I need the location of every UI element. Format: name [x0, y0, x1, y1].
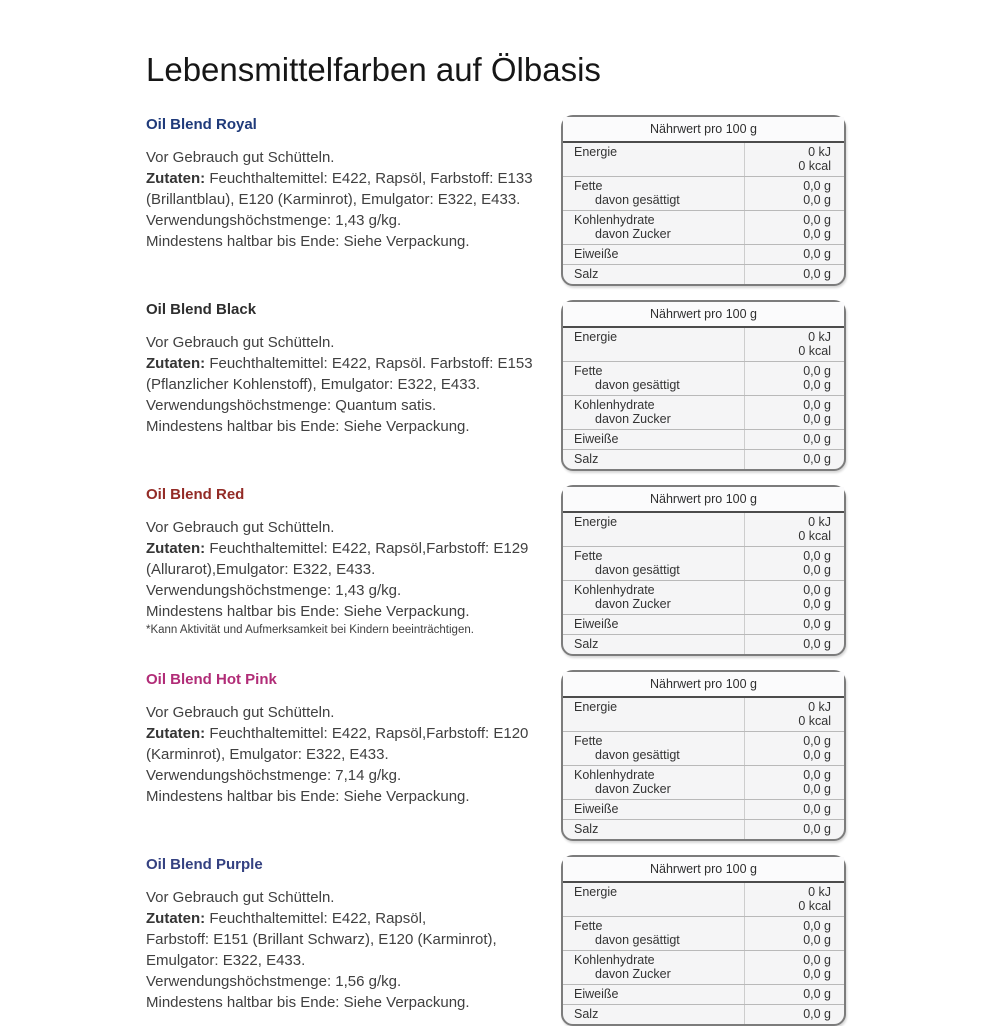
table-row [563, 430, 844, 450]
product-section-royal [146, 115, 845, 286]
product-description [146, 485, 561, 638]
product-description [146, 115, 561, 252]
row-sublabel: davon Zucker [595, 412, 671, 427]
row-value: 0,0 g [803, 967, 831, 982]
row-label-cell [563, 732, 745, 765]
row-value-cell [745, 635, 844, 654]
row-label-cell [563, 615, 745, 634]
table-row [563, 1005, 844, 1024]
product-heading-royal: Oil Blend Royal [146, 116, 257, 134]
row-label: Eiweiße [574, 617, 619, 632]
row-value-cell [745, 732, 844, 765]
row-value-cell [745, 581, 844, 614]
row-label-cell [563, 1005, 745, 1024]
nutrition-table [561, 115, 846, 286]
row-label: Salz [574, 267, 599, 282]
row-value-cell [745, 615, 844, 634]
row-label: Energie [574, 885, 618, 900]
row-value: 0 kcal [798, 714, 831, 729]
row-label: Salz [574, 1007, 599, 1022]
row-value: 0 kJ [808, 885, 831, 900]
product-heading-hot-pink: Oil Blend Hot Pink [146, 671, 277, 689]
row-value-cell [745, 362, 844, 395]
table-row [563, 951, 844, 985]
row-value: 0,0 g [803, 227, 831, 242]
row-value-cell [745, 450, 844, 469]
row-label: Energie [574, 330, 618, 345]
row-value: 0 kcal [798, 529, 831, 544]
row-value-cell [745, 513, 844, 546]
nutrition-table-slot [561, 855, 846, 1026]
row-value: 0,0 g [803, 734, 831, 749]
text-line: Verwendungshöchstmenge: 7,14 g/kg. [146, 767, 402, 785]
product-description [146, 855, 561, 1013]
row-label-cell [563, 513, 745, 546]
row-label-cell [563, 820, 745, 839]
row-label: Energie [574, 700, 618, 715]
row-sublabel: davon Zucker [595, 227, 671, 242]
row-value: 0 kJ [808, 145, 831, 160]
row-sublabel: davon gesättigt [595, 933, 680, 948]
row-label: Fette [574, 179, 603, 194]
table-row [563, 245, 844, 265]
row-label-cell [563, 547, 745, 580]
table-row [563, 766, 844, 800]
row-label-cell [563, 800, 745, 819]
row-label-cell [563, 766, 745, 799]
row-value-cell [745, 951, 844, 984]
row-label: Kohlenhydrate [574, 398, 655, 413]
text-line: Vor Gebrauch gut Schütteln. [146, 519, 335, 537]
row-label: Salz [574, 637, 599, 652]
table-row [563, 820, 844, 839]
row-value-cell [745, 698, 844, 731]
row-label: Fette [574, 734, 603, 749]
nutrition-table [561, 485, 846, 656]
row-sublabel: davon Zucker [595, 967, 671, 982]
product-section-purple [146, 855, 845, 1026]
row-label-cell [563, 265, 745, 284]
table-row [563, 362, 844, 396]
nutrition-table-body [563, 883, 844, 1024]
text-line: Vor Gebrauch gut Schütteln. [146, 704, 335, 722]
row-value: 0,0 g [803, 364, 831, 379]
row-sublabel: davon gesättigt [595, 193, 680, 208]
row-value: 0 kJ [808, 515, 831, 530]
row-value: 0,0 g [803, 822, 831, 837]
product-description [146, 300, 561, 437]
text-line: Verwendungshöchstmenge: Quantum satis. [146, 397, 437, 415]
row-sublabel: davon Zucker [595, 597, 671, 612]
row-label: Salz [574, 822, 599, 837]
row-label-cell [563, 211, 745, 244]
row-value-cell [745, 430, 844, 449]
nutrition-table-header: Nährwert pro 100 g [563, 857, 844, 883]
text-line: Verwendungshöchstmenge: 1,43 g/kg. [146, 212, 402, 230]
row-value: 0,0 g [803, 193, 831, 208]
nutrition-table [561, 300, 846, 471]
nutrition-table-header: Nährwert pro 100 g [563, 117, 844, 143]
table-row [563, 211, 844, 245]
row-value: 0,0 g [803, 802, 831, 817]
table-row [563, 635, 844, 654]
row-value-cell [745, 211, 844, 244]
row-value: 0,0 g [803, 637, 831, 652]
warning-footnote: *Kann Aktivität und Aufmerksamkeit bei Kindern beeinträchtigen. [146, 624, 474, 637]
nutrition-table [561, 855, 846, 1026]
nutrition-table-slot [561, 300, 846, 471]
product-heading-purple: Oil Blend Purple [146, 856, 263, 874]
row-label-cell [563, 362, 745, 395]
table-row [563, 143, 844, 177]
row-sublabel: davon gesättigt [595, 748, 680, 763]
ingredients-bold-label: Zutaten: [146, 355, 206, 373]
row-value: 0,0 g [803, 179, 831, 194]
text-line: Mindestens haltbar bis Ende: Siehe Verpackung. [146, 233, 470, 251]
row-label-cell [563, 430, 745, 449]
row-value-cell [745, 328, 844, 361]
nutrition-table-body [563, 143, 844, 284]
row-value: 0,0 g [803, 782, 831, 797]
text-line: Zutaten: Feuchthaltemittel: E422, Rapsöl,Farbstoff: E120 [146, 725, 529, 743]
row-label-cell [563, 951, 745, 984]
row-value-cell [745, 766, 844, 799]
row-label: Eiweiße [574, 802, 619, 817]
row-value: 0,0 g [803, 748, 831, 763]
page-title: Lebensmittelfarben auf Ölbasis [146, 51, 601, 88]
row-value-cell [745, 800, 844, 819]
text-line: (Allurarot),Emulgator: E322, E433. [146, 561, 376, 579]
table-row [563, 265, 844, 284]
text-line: Zutaten: Feuchthaltemittel: E422, Rapsöl, Farbstoff: E133 [146, 170, 533, 188]
row-value-cell [745, 917, 844, 950]
row-value: 0,0 g [803, 1007, 831, 1022]
nutrition-table-header: Nährwert pro 100 g [563, 302, 844, 328]
product-description [146, 670, 561, 807]
table-row [563, 396, 844, 430]
row-label: Fette [574, 919, 603, 934]
text-line: (Brillantblau), E120 (Karminrot), Emulgator: E322, E433. [146, 191, 521, 209]
row-label-cell [563, 450, 745, 469]
product-heading-red: Oil Blend Red [146, 486, 245, 504]
table-row [563, 513, 844, 547]
text-line: (Karminrot), Emulgator: E322, E433. [146, 746, 389, 764]
row-value: 0,0 g [803, 583, 831, 598]
row-label-cell [563, 177, 745, 210]
row-value: 0,0 g [803, 597, 831, 612]
table-row [563, 177, 844, 211]
nutrition-table-slot [561, 115, 846, 286]
row-value: 0,0 g [803, 933, 831, 948]
nutrition-table-header: Nährwert pro 100 g [563, 487, 844, 513]
text-line: Vor Gebrauch gut Schütteln. [146, 334, 335, 352]
table-row [563, 985, 844, 1005]
row-label: Fette [574, 549, 603, 564]
row-label: Salz [574, 452, 599, 467]
text-line: Vor Gebrauch gut Schütteln. [146, 889, 335, 907]
row-value: 0,0 g [803, 213, 831, 228]
row-label: Eiweiße [574, 432, 619, 447]
row-value-cell [745, 547, 844, 580]
nutrition-table-body [563, 513, 844, 654]
row-value-cell [745, 143, 844, 176]
text-line: Emulgator: E322, E433. [146, 952, 306, 970]
row-label-cell [563, 883, 745, 916]
row-value: 0,0 g [803, 919, 831, 934]
row-label: Energie [574, 515, 618, 530]
row-label-cell [563, 635, 745, 654]
table-row [563, 547, 844, 581]
nutrition-table-body [563, 698, 844, 839]
text-line: Farbstoff: E151 (Brillant Schwarz), E120 (Karminrot), [146, 931, 497, 949]
row-value-cell [745, 820, 844, 839]
row-label: Energie [574, 145, 618, 160]
row-value-cell [745, 245, 844, 264]
product-section-hot-pink [146, 670, 845, 841]
table-row [563, 328, 844, 362]
row-value: 0 kJ [808, 700, 831, 715]
row-sublabel: davon Zucker [595, 782, 671, 797]
product-section-black [146, 300, 845, 471]
text-line: Mindestens haltbar bis Ende: Siehe Verpackung. [146, 994, 470, 1012]
row-label: Eiweiße [574, 987, 619, 1002]
nutrition-table-header: Nährwert pro 100 g [563, 672, 844, 698]
row-value: 0,0 g [803, 768, 831, 783]
text-line: Zutaten: Feuchthaltemittel: E422, Rapsöl, [146, 910, 427, 928]
product-heading-black: Oil Blend Black [146, 301, 257, 319]
ingredients-bold-label: Zutaten: [146, 910, 206, 928]
row-label: Eiweiße [574, 247, 619, 262]
row-label: Kohlenhydrate [574, 768, 655, 783]
row-value: 0,0 g [803, 617, 831, 632]
text-line: Mindestens haltbar bis Ende: Siehe Verpackung. [146, 788, 470, 806]
table-row [563, 732, 844, 766]
row-value-cell [745, 985, 844, 1004]
row-label: Kohlenhydrate [574, 213, 655, 228]
text-line: Verwendungshöchstmenge: 1,56 g/kg. [146, 973, 402, 991]
text-line: Zutaten: Feuchthaltemittel: E422, Rapsöl. Farbstoff: E153 [146, 355, 533, 373]
row-label-cell [563, 581, 745, 614]
table-row [563, 883, 844, 917]
row-label: Kohlenhydrate [574, 583, 655, 598]
table-row [563, 698, 844, 732]
ingredients-bold-label: Zutaten: [146, 540, 206, 558]
row-value: 0 kcal [798, 899, 831, 914]
table-row [563, 917, 844, 951]
row-value-cell [745, 1005, 844, 1024]
row-value: 0,0 g [803, 398, 831, 413]
row-value-cell [745, 177, 844, 210]
row-value: 0,0 g [803, 452, 831, 467]
row-value: 0,0 g [803, 432, 831, 447]
row-label-cell [563, 396, 745, 429]
row-value: 0,0 g [803, 378, 831, 393]
text-line: Verwendungshöchstmenge: 1,43 g/kg. [146, 582, 402, 600]
row-value: 0,0 g [803, 549, 831, 564]
row-label: Kohlenhydrate [574, 953, 655, 968]
row-value-cell [745, 396, 844, 429]
row-value: 0 kcal [798, 344, 831, 359]
table-row [563, 615, 844, 635]
ingredients-bold-label: Zutaten: [146, 170, 206, 188]
table-row [563, 581, 844, 615]
row-value: 0,0 g [803, 247, 831, 262]
row-value-cell [745, 883, 844, 916]
nutrition-table-body [563, 328, 844, 469]
ingredients-bold-label: Zutaten: [146, 725, 206, 743]
table-row [563, 450, 844, 469]
row-label-cell [563, 328, 745, 361]
nutrition-table-slot [561, 670, 846, 841]
row-value: 0 kJ [808, 330, 831, 345]
row-value-cell [745, 265, 844, 284]
row-value: 0,0 g [803, 267, 831, 282]
row-sublabel: davon gesättigt [595, 563, 680, 578]
row-label-cell [563, 698, 745, 731]
row-sublabel: davon gesättigt [595, 378, 680, 393]
row-label: Fette [574, 364, 603, 379]
row-label-cell [563, 245, 745, 264]
row-value: 0,0 g [803, 987, 831, 1002]
row-value: 0 kcal [798, 159, 831, 174]
row-value: 0,0 g [803, 412, 831, 427]
row-label-cell [563, 985, 745, 1004]
row-label-cell [563, 143, 745, 176]
row-value: 0,0 g [803, 563, 831, 578]
text-line: (Pflanzlicher Kohlenstoff), Emulgator: E322, E433. [146, 376, 481, 394]
text-line: Mindestens haltbar bis Ende: Siehe Verpackung. [146, 603, 470, 621]
text-line: Mindestens haltbar bis Ende: Siehe Verpackung. [146, 418, 470, 436]
row-value: 0,0 g [803, 953, 831, 968]
text-line: Zutaten: Feuchthaltemittel: E422, Rapsöl,Farbstoff: E129 [146, 540, 529, 558]
nutrition-table [561, 670, 846, 841]
product-section-red [146, 485, 845, 656]
row-label-cell [563, 917, 745, 950]
nutrition-table-slot [561, 485, 846, 656]
text-line: Vor Gebrauch gut Schütteln. [146, 149, 335, 167]
table-row [563, 800, 844, 820]
